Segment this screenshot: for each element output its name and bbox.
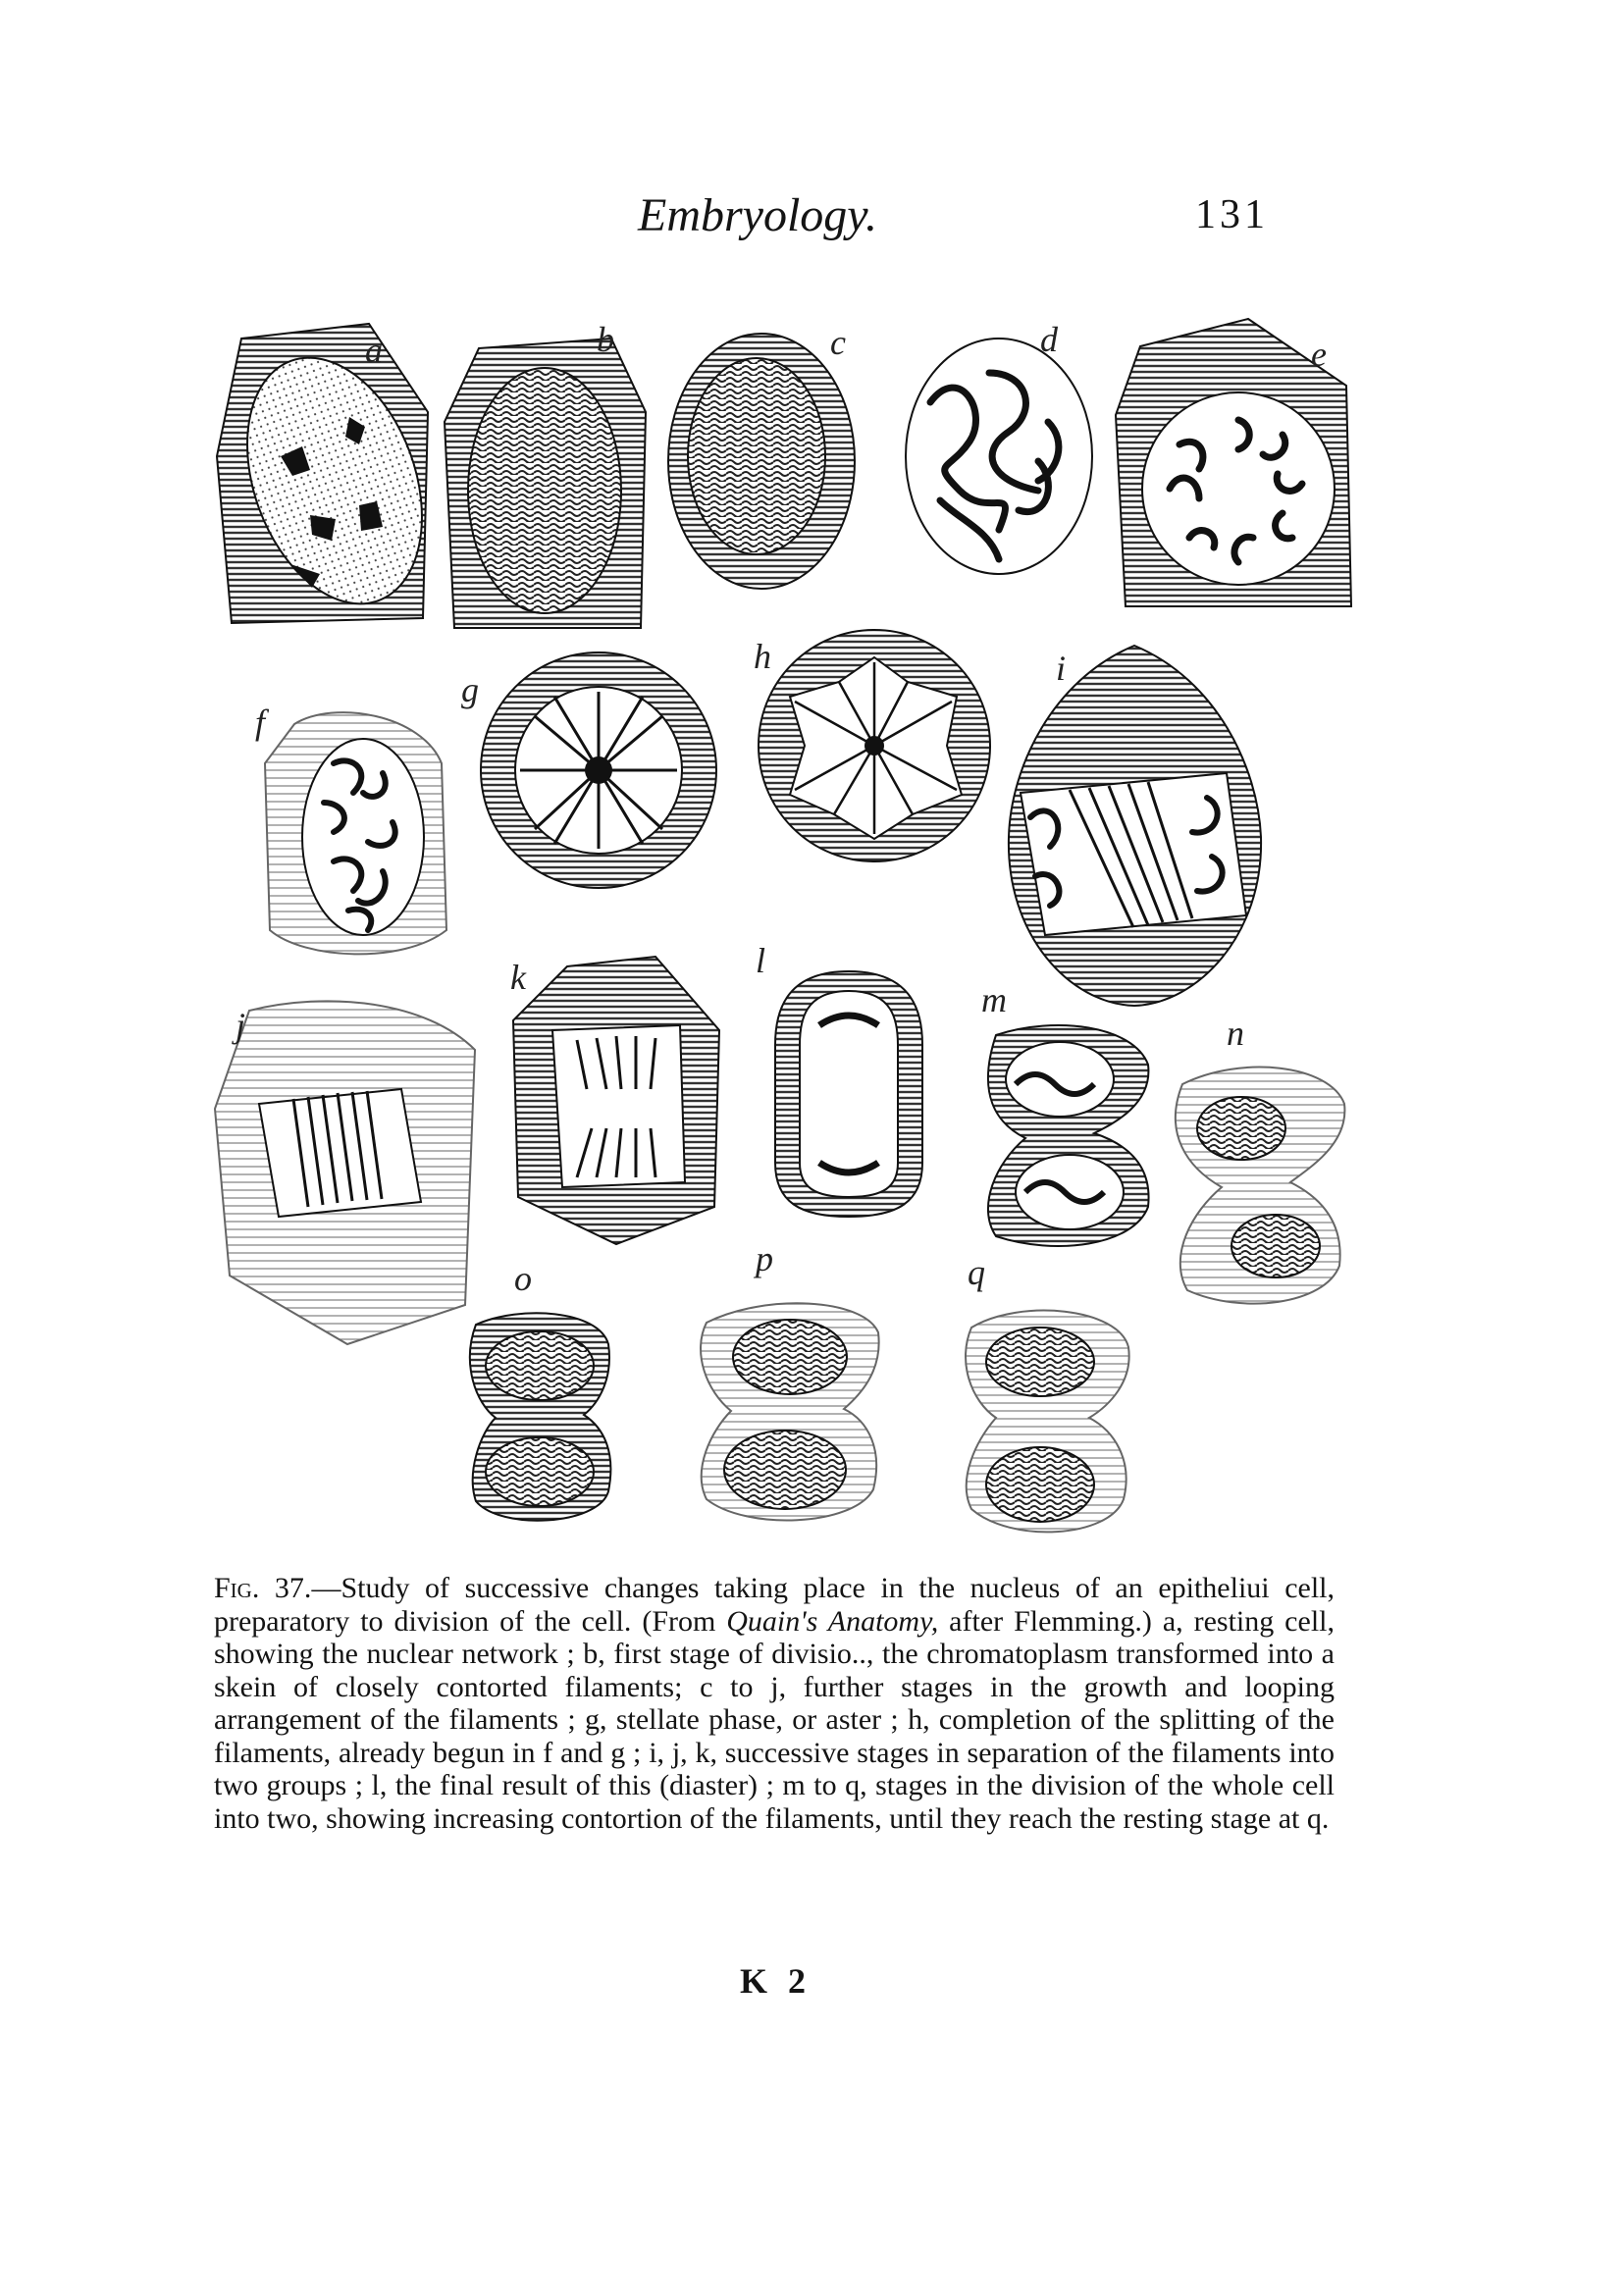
page-title: Embryology. [638, 189, 877, 241]
figure-caption [214, 1572, 1335, 1835]
cell-o [461, 1305, 618, 1531]
label-o: o [514, 1259, 532, 1298]
caption-after: after Flemming.) [938, 1604, 1163, 1638]
cell-c [663, 329, 860, 594]
cell-j [210, 991, 481, 1346]
cell-p [687, 1293, 883, 1531]
caption-source-title: Quain's Anatomy, [726, 1604, 939, 1638]
label-m: m [981, 980, 1007, 1019]
cell-d [901, 334, 1097, 579]
label-q: q [968, 1253, 985, 1292]
caption-body: a, resting cell, showing the nuclear network ; b, first stage of divisio.., the chromatoplasm transformed into a skein of closely contorted filaments; c to j, further stages in the growth and looping arrangement of the filaments ; g, stellate phase, or aster ; h, completion of the splitting of the filaments, already begun in f and g ; i, j, k, successive stages in separation of the filaments into two groups ; l, the final result of this (diaster) ; m to q, stages in the division of the whole cell into two, showing increasing contortion of the filaments, until they reach the resting stage at q. [214, 1604, 1335, 1835]
label-i: i [1056, 649, 1067, 688]
cell-b [440, 334, 650, 633]
label-c: c [830, 323, 846, 362]
cell-g [476, 648, 721, 893]
cell-m [976, 1016, 1158, 1256]
label-k: k [510, 958, 526, 997]
label-j: j [236, 1006, 246, 1045]
page-number: 131 [1195, 192, 1269, 237]
label-b: b [597, 320, 614, 359]
caption-fig-label: Fig. 37. [214, 1572, 312, 1604]
caption-lead: —Study of successive changes taking place in the nucleus of an epitheliui cell, preparatory to division of the cell. (From [214, 1572, 1336, 1638]
cell-n [1163, 1055, 1349, 1315]
label-h: h [754, 637, 771, 676]
label-l: l [756, 941, 766, 980]
label-a: a [365, 331, 383, 370]
cell-q [952, 1298, 1133, 1543]
cell-h [751, 628, 998, 863]
signature-mark: K 2 [740, 1961, 812, 2001]
label-p: p [756, 1239, 773, 1278]
label-f: f [255, 703, 266, 742]
label-d: d [1040, 320, 1058, 359]
cell-a [212, 319, 438, 633]
label-e: e [1311, 335, 1327, 374]
cell-l [770, 966, 927, 1222]
cell-f [255, 704, 451, 962]
cell-i [1001, 641, 1268, 1012]
label-n: n [1227, 1014, 1244, 1053]
label-g: g [461, 670, 479, 709]
cell-k [508, 952, 724, 1246]
